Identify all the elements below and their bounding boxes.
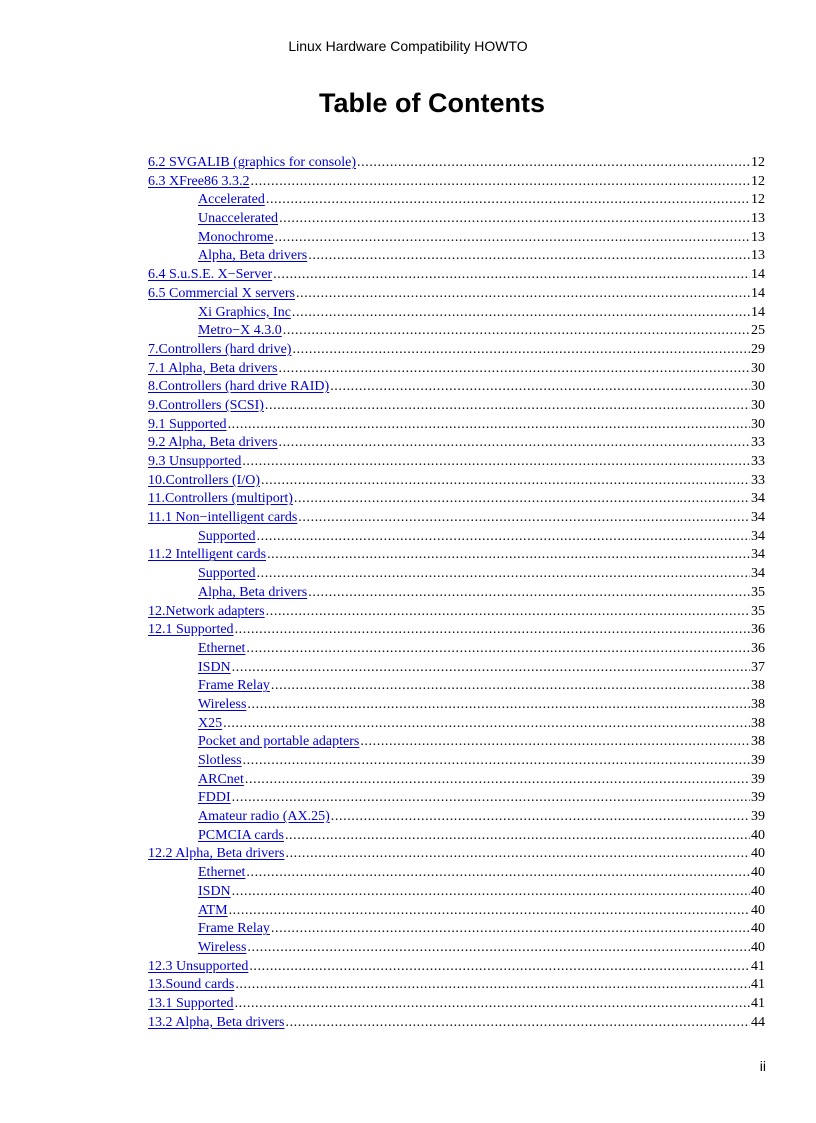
toc-entry bbox=[148, 696, 765, 715]
toc-entry-link[interactable]: 11.Controllers (multiport) bbox=[148, 491, 293, 507]
dot-leader bbox=[232, 659, 750, 678]
toc-entry bbox=[148, 472, 765, 491]
toc-entry-link[interactable]: Amateur radio (AX.25) bbox=[198, 809, 330, 825]
toc-entry-page: 30 bbox=[751, 360, 765, 376]
dot-leader bbox=[298, 509, 750, 528]
dot-leader bbox=[228, 416, 750, 435]
toc-entry bbox=[148, 191, 765, 210]
dot-leader bbox=[292, 341, 750, 360]
toc-entry-link[interactable]: Alpha, Beta drivers bbox=[198, 584, 308, 600]
toc-entry-page: 30 bbox=[751, 379, 765, 395]
toc-entry bbox=[148, 546, 765, 565]
toc-entry bbox=[148, 659, 765, 678]
dot-leader bbox=[330, 378, 750, 397]
dot-leader bbox=[308, 247, 750, 266]
dot-leader bbox=[246, 640, 750, 659]
toc-entry-page: 33 bbox=[751, 435, 765, 451]
toc-entry-link[interactable]: Frame Relay bbox=[198, 921, 270, 937]
toc-entry bbox=[148, 902, 765, 921]
toc-entry bbox=[148, 603, 765, 622]
toc-entry bbox=[148, 976, 765, 995]
toc-entry-page: 34 bbox=[751, 528, 765, 544]
toc-entry-link[interactable]: Frame Relay bbox=[198, 678, 270, 694]
toc-entry bbox=[148, 453, 765, 472]
dot-leader bbox=[242, 453, 750, 472]
toc-entry bbox=[148, 490, 765, 509]
toc-entry-link[interactable]: 6.4 S.u.S.E. X−Server bbox=[148, 267, 273, 283]
toc-entry bbox=[148, 715, 765, 734]
toc-entry bbox=[148, 640, 765, 659]
dot-leader bbox=[246, 864, 750, 883]
toc-entry-page: 33 bbox=[751, 454, 765, 469]
dot-leader bbox=[357, 154, 750, 173]
toc-entry-link[interactable]: FDDI bbox=[198, 790, 231, 806]
toc-entry bbox=[148, 808, 765, 827]
toc-entry-link[interactable]: 12.2 Alpha, Beta drivers bbox=[148, 846, 285, 862]
dot-leader bbox=[271, 920, 750, 939]
dot-leader bbox=[266, 603, 750, 622]
dot-leader bbox=[247, 696, 750, 715]
toc-entry-page: 13 bbox=[751, 229, 765, 245]
toc-entry-page: 38 bbox=[751, 715, 765, 731]
toc-entry-page: 14 bbox=[751, 304, 765, 320]
dot-leader bbox=[257, 528, 750, 547]
toc-entry-link[interactable]: ISDN bbox=[198, 659, 231, 675]
toc-entry-page: 30 bbox=[751, 397, 765, 413]
toc-entry-link[interactable]: Ethernet bbox=[198, 640, 246, 656]
dot-leader bbox=[278, 360, 750, 379]
toc-entry bbox=[148, 939, 765, 958]
dot-leader bbox=[261, 472, 750, 491]
toc-entry-page: 14 bbox=[751, 285, 765, 301]
toc-entry bbox=[148, 509, 765, 528]
toc-entry-page: 41 bbox=[751, 977, 765, 993]
dot-leader bbox=[247, 939, 750, 958]
toc-entry-link[interactable]: 12.1 Supported bbox=[148, 622, 234, 638]
dot-leader bbox=[249, 958, 750, 977]
toc-entry-link[interactable]: ISDN bbox=[198, 883, 231, 899]
toc-entry-page: 34 bbox=[751, 491, 765, 507]
toc-entry bbox=[148, 565, 765, 584]
toc-entry bbox=[148, 789, 765, 808]
toc-entry bbox=[148, 995, 765, 1014]
toc-entry-page: 35 bbox=[751, 584, 765, 600]
toc-entry bbox=[148, 378, 765, 397]
dot-leader bbox=[251, 173, 751, 192]
dot-leader bbox=[279, 210, 750, 229]
toc-entry-page: 38 bbox=[751, 678, 765, 694]
dot-leader bbox=[292, 304, 750, 323]
toc-entry-link[interactable]: 9.2 Alpha, Beta drivers bbox=[148, 435, 278, 451]
table-of-contents bbox=[148, 154, 765, 1032]
toc-entry-page: 41 bbox=[751, 995, 765, 1011]
dot-leader bbox=[308, 584, 750, 603]
dot-leader bbox=[271, 677, 750, 696]
toc-entry-page: 35 bbox=[751, 603, 765, 619]
toc-entry-link[interactable]: 6.2 SVGALIB (graphics for console) bbox=[148, 155, 357, 170]
toc-entry-link[interactable]: ATM bbox=[198, 902, 228, 918]
toc-entry-page: 37 bbox=[751, 659, 765, 675]
toc-entry bbox=[148, 397, 765, 416]
running-header: Linux Hardware Compatibility HOWTO bbox=[288, 38, 528, 54]
toc-entry bbox=[148, 528, 765, 547]
toc-entry bbox=[148, 584, 765, 603]
page-number: ii bbox=[759, 1058, 766, 1074]
dot-leader bbox=[232, 883, 750, 902]
toc-entry-link[interactable]: Metro−X 4.3.0 bbox=[198, 323, 282, 339]
dot-leader bbox=[294, 490, 750, 509]
dot-leader bbox=[243, 752, 750, 771]
toc-entry-page: 40 bbox=[751, 846, 765, 862]
dot-leader bbox=[360, 733, 750, 752]
toc-entry-link[interactable]: Ethernet bbox=[198, 865, 246, 881]
dot-leader bbox=[235, 976, 750, 995]
toc-entry-page: 39 bbox=[751, 753, 765, 768]
toc-entry-page: 25 bbox=[751, 323, 765, 339]
dot-leader bbox=[232, 789, 750, 808]
toc-entry bbox=[148, 920, 765, 939]
toc-entry-page: 39 bbox=[751, 790, 765, 806]
dot-leader bbox=[285, 845, 750, 864]
toc-entry-link[interactable]: Supported bbox=[198, 566, 256, 582]
dot-leader bbox=[331, 808, 750, 827]
toc-entry-link[interactable]: 6.3 XFree86 3.3.2 bbox=[148, 173, 250, 189]
toc-entry bbox=[148, 864, 765, 883]
toc-entry-page: 44 bbox=[751, 1014, 765, 1030]
toc-entry-link[interactable]: 9.Controllers (SCSI) bbox=[148, 397, 264, 413]
dot-leader bbox=[296, 285, 750, 304]
dot-leader bbox=[223, 715, 750, 734]
toc-entry-link[interactable]: 13.2 Alpha, Beta drivers bbox=[148, 1014, 285, 1030]
dot-leader bbox=[257, 565, 750, 584]
toc-entry bbox=[148, 341, 765, 360]
toc-entry bbox=[148, 845, 765, 864]
dot-leader bbox=[266, 191, 750, 210]
toc-entry bbox=[148, 771, 765, 790]
toc-entry bbox=[148, 827, 765, 846]
toc-entry-link[interactable]: ARCnet bbox=[198, 771, 244, 787]
toc-entry-page: 40 bbox=[751, 939, 765, 955]
toc-entry-link[interactable]: 13.1 Supported bbox=[148, 995, 234, 1011]
toc-entry bbox=[148, 154, 765, 173]
toc-entry bbox=[148, 1014, 765, 1033]
toc-entry-page: 38 bbox=[751, 734, 765, 750]
toc-entry-link[interactable]: 11.1 Non−intelligent cards bbox=[148, 510, 298, 526]
toc-entry bbox=[148, 434, 765, 453]
toc-entry-link[interactable]: Accelerated bbox=[198, 192, 265, 208]
toc-entry bbox=[148, 883, 765, 902]
dot-leader bbox=[267, 546, 750, 565]
toc-entry bbox=[148, 360, 765, 379]
toc-entry-page: 36 bbox=[751, 622, 765, 638]
dot-leader bbox=[285, 1014, 750, 1033]
toc-entry-page: 13 bbox=[751, 248, 765, 264]
dot-leader bbox=[235, 621, 750, 640]
toc-entry-link[interactable]: Pocket and portable adapters bbox=[198, 734, 360, 750]
dot-leader bbox=[274, 229, 750, 248]
toc-entry-page: 30 bbox=[751, 416, 765, 432]
toc-entry bbox=[148, 285, 765, 304]
toc-entry bbox=[148, 752, 765, 771]
toc-entry-page: 34 bbox=[751, 566, 765, 582]
dot-leader bbox=[285, 827, 750, 846]
toc-entry bbox=[148, 304, 765, 323]
toc-entry-link[interactable]: PCMCIA cards bbox=[198, 827, 284, 843]
page-title: Table of Contents bbox=[319, 88, 545, 118]
toc-entry-page: 40 bbox=[751, 921, 765, 937]
dot-leader bbox=[235, 995, 750, 1014]
toc-entry-link[interactable]: 12.Network adapters bbox=[148, 603, 265, 619]
dot-leader bbox=[265, 397, 750, 416]
toc-entry bbox=[148, 416, 765, 435]
toc-entry bbox=[148, 621, 765, 640]
toc-entry-page: 38 bbox=[751, 696, 765, 712]
dot-leader bbox=[278, 434, 750, 453]
toc-entry-page: 40 bbox=[751, 883, 765, 899]
toc-entry-link[interactable]: 9.3 Unsupported bbox=[148, 454, 242, 469]
toc-entry-link[interactable]: X25 bbox=[198, 715, 223, 731]
toc-entry bbox=[148, 677, 765, 696]
toc-entry-page: 41 bbox=[751, 958, 765, 974]
dot-leader bbox=[229, 902, 750, 921]
toc-entry-page: 39 bbox=[751, 771, 765, 787]
toc-entry-page: 12 bbox=[751, 173, 765, 189]
toc-entry-link[interactable]: Xi Graphics, Inc bbox=[198, 304, 291, 320]
toc-entry-page: 29 bbox=[751, 341, 765, 357]
toc-entry-link[interactable]: Alpha, Beta drivers bbox=[198, 248, 308, 264]
dot-leader bbox=[245, 771, 750, 790]
toc-entry-link[interactable]: 7.1 Alpha, Beta drivers bbox=[148, 360, 278, 376]
toc-entry-link[interactable]: Supported bbox=[198, 528, 256, 544]
toc-entry-page: 13 bbox=[751, 211, 765, 227]
toc-entry bbox=[148, 173, 765, 192]
toc-entry bbox=[148, 733, 765, 752]
toc-entry-link[interactable]: 11.2 Intelligent cards bbox=[148, 547, 267, 563]
toc-entry bbox=[148, 958, 765, 977]
toc-entry bbox=[148, 247, 765, 266]
toc-entry-page: 33 bbox=[751, 472, 765, 488]
toc-entry-page: 34 bbox=[751, 547, 765, 563]
toc-entry-page: 40 bbox=[751, 902, 765, 918]
toc-entry-page: 34 bbox=[751, 510, 765, 526]
toc-entry-link[interactable]: 13.Sound cards bbox=[148, 977, 235, 993]
toc-entry-page: 14 bbox=[751, 267, 765, 283]
toc-entry bbox=[148, 266, 765, 285]
dot-leader bbox=[283, 322, 750, 341]
toc-entry bbox=[148, 229, 765, 248]
toc-entry-link[interactable]: Slotless bbox=[198, 753, 242, 768]
toc-entry-link[interactable]: 8.Controllers (hard drive RAID) bbox=[148, 379, 330, 395]
toc-entry-page: 12 bbox=[751, 155, 765, 170]
toc-entry-link[interactable]: Monochrome bbox=[198, 229, 274, 245]
toc-entry-link[interactable]: Unaccelerated bbox=[198, 211, 279, 227]
toc-entry-link[interactable]: Wireless bbox=[198, 696, 247, 712]
toc-entry-link[interactable]: 10.Controllers (I/O) bbox=[148, 472, 260, 488]
toc-entry-page: 12 bbox=[751, 192, 765, 208]
toc-entry-link[interactable]: 7.Controllers (hard drive) bbox=[148, 341, 292, 357]
toc-entry-page: 39 bbox=[751, 809, 765, 825]
toc-entry-link[interactable]: Wireless bbox=[198, 939, 247, 955]
toc-entry-page: 40 bbox=[751, 827, 765, 843]
toc-entry-link[interactable]: 9.1 Supported bbox=[148, 416, 227, 432]
toc-entry-link[interactable]: 6.5 Commercial X servers bbox=[148, 285, 295, 301]
toc-entry-page: 40 bbox=[751, 865, 765, 881]
toc-entry-link[interactable]: 12.3 Unsupported bbox=[148, 958, 249, 974]
toc-entry-page: 36 bbox=[751, 640, 765, 656]
dot-leader bbox=[273, 266, 750, 285]
toc-entry bbox=[148, 210, 765, 229]
toc-entry bbox=[148, 322, 765, 341]
